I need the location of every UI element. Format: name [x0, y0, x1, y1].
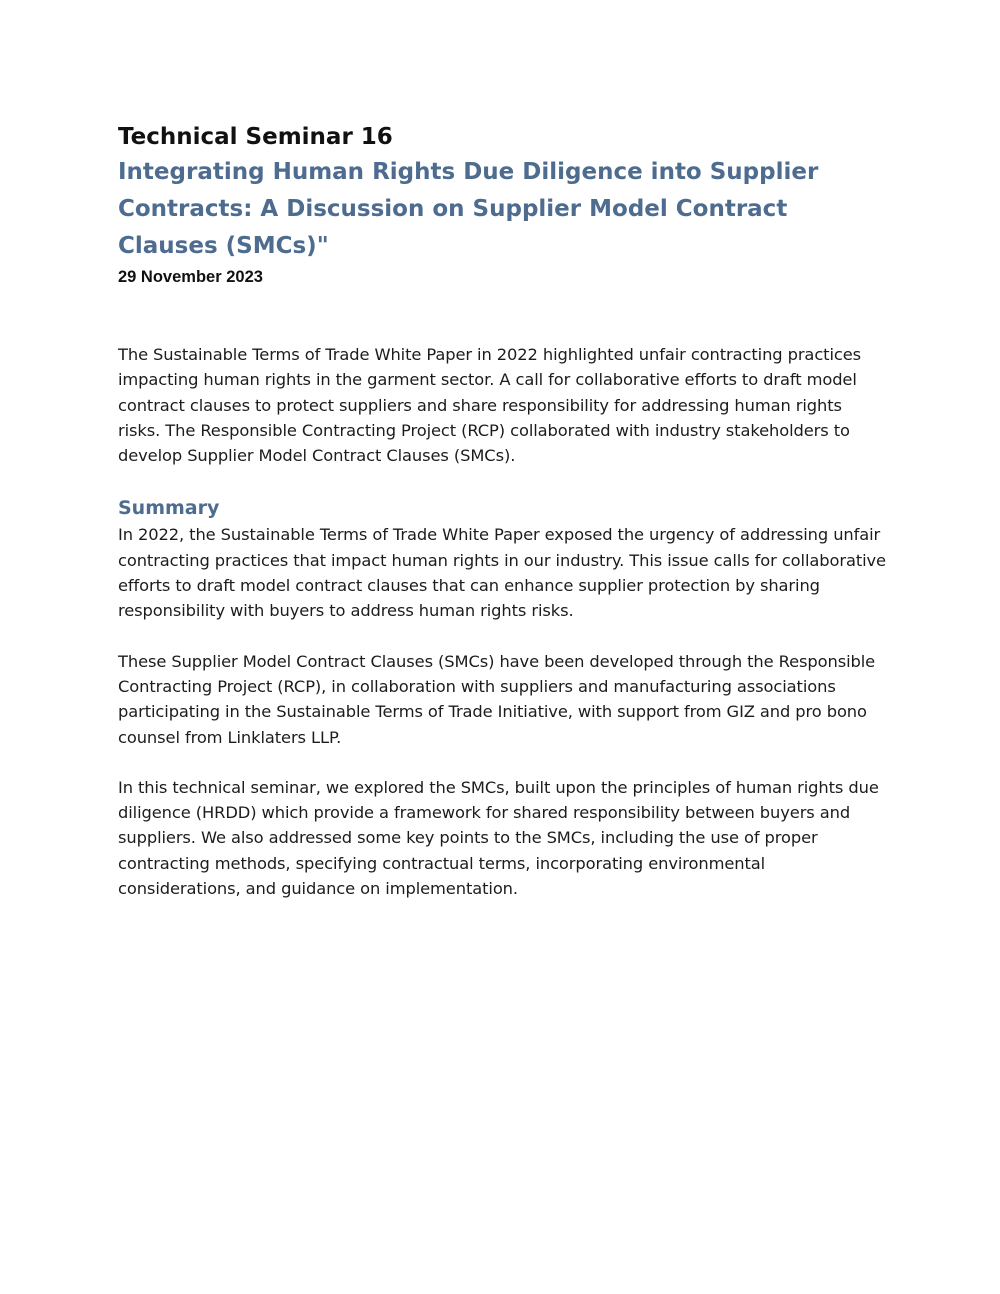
summary-heading: Summary [118, 497, 220, 520]
intro-paragraph: The Sustainable Terms of Trade White Paper in 2022 highlighted unfair contracting practices impacting human rights in the garment sector. A call for collaborative efforts to draft model contract clauses to protect suppliers and share responsibility for addressing human rights risks. The Responsible Contracting Project (RCP) collaborated with industry stakeholders to develop Supplier Model Contract Clauses (SMCs). [118, 345, 862, 466]
seminar-date: 29 November 2023 [118, 268, 263, 286]
summary-paragraph-3: In this technical seminar, we explored the SMCs, built upon the principles of human rights due diligence (HRDD) which provide a framework for shared responsibility between buyers and suppliers. We also addressed some key points to the SMCs, including the use of proper contracting methods, specifying contractual terms, incorporating environmental considerations, and guidance on implementation. [118, 777, 879, 899]
summary-paragraph-2: These Supplier Model Contract Clauses (SMCs) have been developed through the Responsible Contracting Project (RCP), in collaboration with suppliers and manufacturing associations participating in the Sustainable Terms of Trade Initiative, with support from GIZ and pro bono counsel from Linklaters LLP. [118, 651, 876, 747]
document-page [118, 120, 888, 901]
seminar-label: Technical Seminar 16 [118, 124, 393, 150]
page-title: Integrating Human Rights Due Diligence into Supplier Contracts: A Discussion on Supplier Model Contract Clauses (SMCs)" [118, 159, 819, 259]
summary-paragraph-1: In 2022, the Sustainable Terms of Trade White Paper exposed the urgency of addressing unfair contracting practices that impact human rights in our industry. This issue calls for collaborative efforts to draft model contract clauses that can enhance supplier protection by sharing responsibility with buyers to address human rights risks. [118, 525, 886, 621]
